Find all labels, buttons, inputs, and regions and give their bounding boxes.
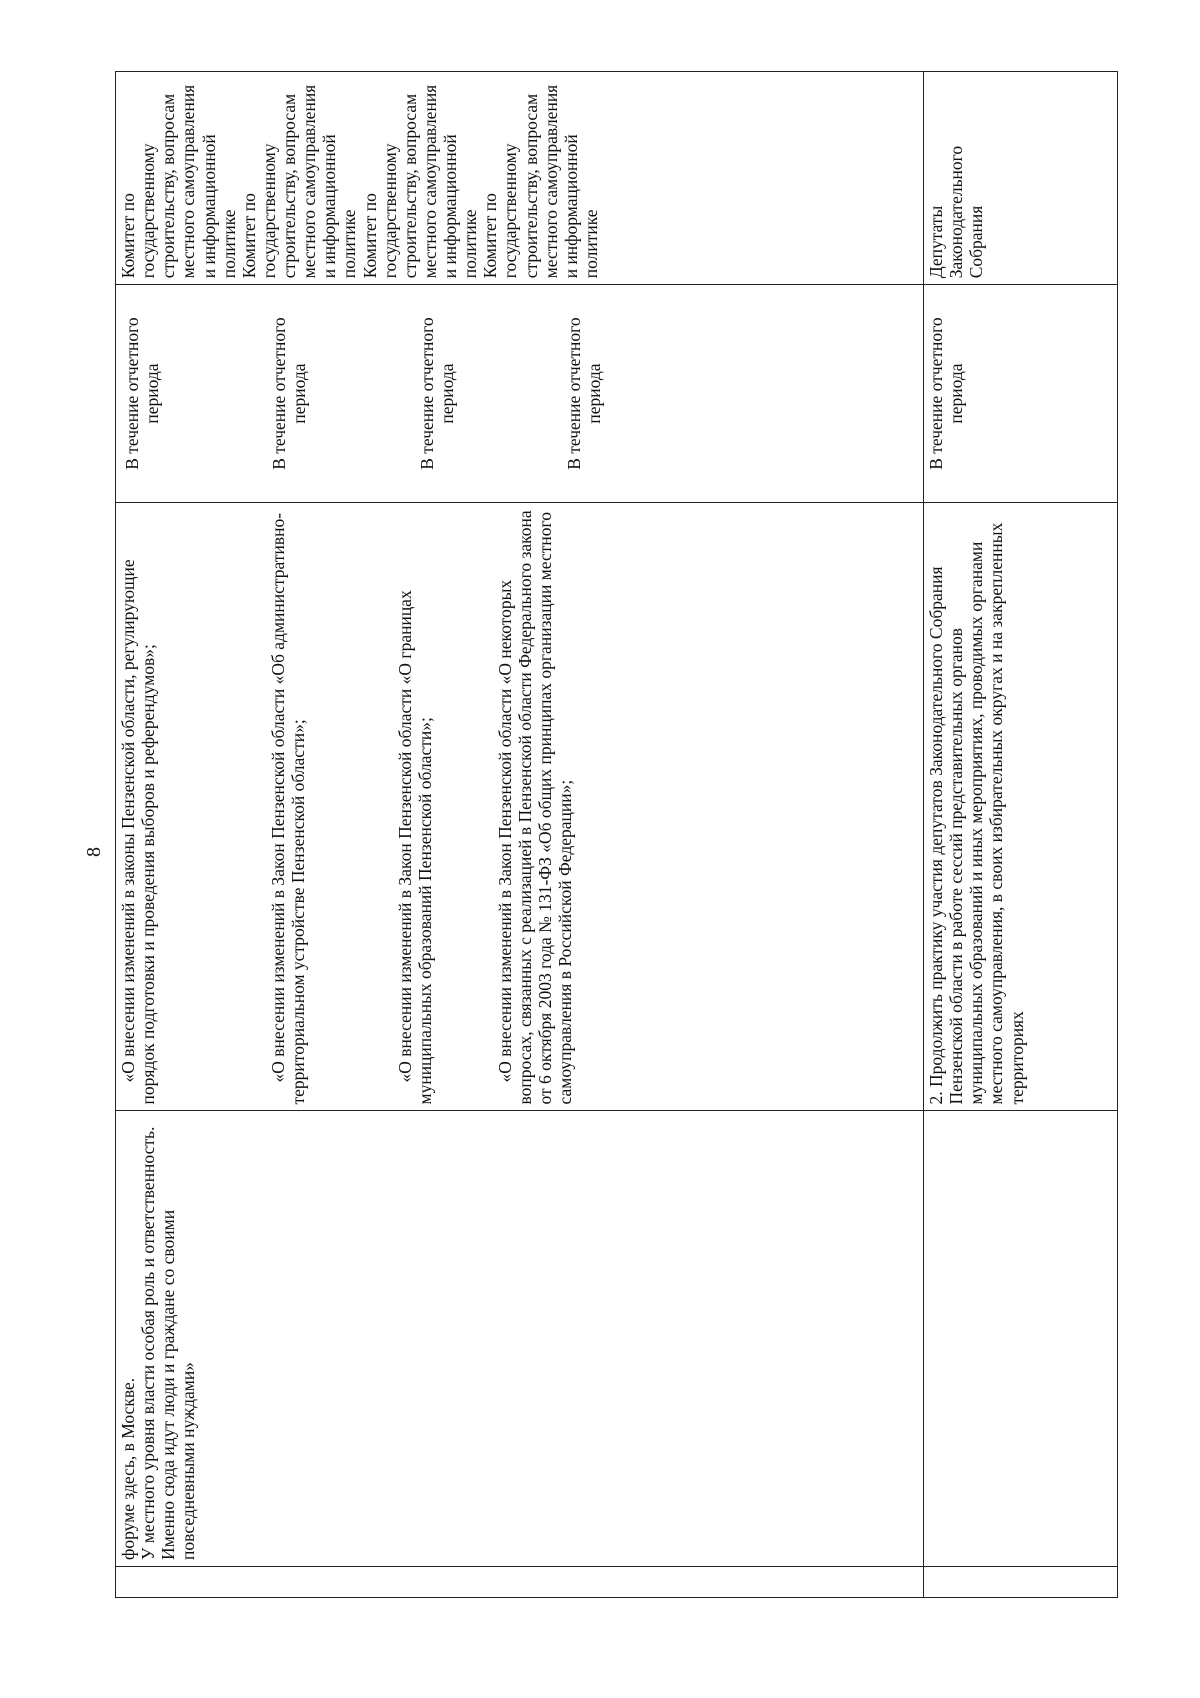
responsible-item: Депутаты Законодательного Собрания bbox=[926, 145, 987, 279]
term-item: В течение отчетного периода bbox=[416, 317, 457, 470]
action-item: «О внесении изменений в законы Пензенской области, регулирующие порядок подготовки и проведения выборов и референдумов»; bbox=[118, 559, 159, 1105]
action-item: «О внесении изменений в Закон Пензенской области «О границах муниципальных образований Пензенской области»; bbox=[394, 590, 435, 1105]
action-item: «О внесении изменений в Закон Пензенской области «О некоторых вопросах, связанных с реализацией в Пензенской области Федерального закона от 6 октября 2003 года № 131-ФЗ «Об общих принципах организации местного самоуправления в Российской Федерации»; bbox=[494, 510, 576, 1105]
terms-cell bbox=[116, 285, 924, 503]
number-cell bbox=[116, 1566, 924, 1597]
action-text: 2. Продолжить практику участия депутатов Законодательного Собрания Пензенской области в работе сессий представительных органов муниципальных образований и иных мероприятиях, проводимых органами местного самоуправления, в своих избирательных округах и на закрепленных территориях bbox=[926, 522, 1027, 1105]
table-row bbox=[116, 72, 924, 1598]
number-cell bbox=[924, 1566, 1118, 1597]
table-row bbox=[924, 72, 1118, 1598]
action-item: «О внесении изменений в Закон Пензенской области «Об административно-территориальном устройстве Пензенской области»; bbox=[268, 512, 309, 1105]
description-text: форуме здесь, в Москве. У местного уровня власти особая роль и ответственность. Именно сюда идут люди и граждане со своими повседневными нуждами» bbox=[118, 1126, 199, 1560]
responsible-item: Комитет по государственному строительству, вопросам местного самоуправления и информационной политике bbox=[480, 84, 601, 279]
responsible-item: Комитет по государственному строительству, вопросам местного самоуправления и информационной политике bbox=[118, 84, 239, 279]
term-cell bbox=[924, 285, 1118, 503]
page-number: 8 bbox=[83, 847, 105, 857]
action-cell bbox=[924, 502, 1118, 1111]
description-cell bbox=[924, 1111, 1118, 1566]
responsible-cell bbox=[924, 72, 1118, 285]
term-item: В течение отчетного периода bbox=[269, 317, 310, 470]
actions-cell bbox=[116, 502, 924, 1111]
description-cell bbox=[116, 1111, 924, 1566]
responsible-cell bbox=[116, 72, 924, 285]
term-item: В течение отчетного периода bbox=[926, 317, 967, 470]
term-item: В течение отчетного периода bbox=[122, 317, 163, 470]
responsible-item: Комитет по государственному строительству, вопросам местного самоуправления и информационной политике bbox=[359, 84, 481, 279]
term-item: В течение отчетного периода bbox=[563, 317, 604, 470]
responsible-item: Комитет по государственному строительству, вопросам местного самоуправления и информационной политике bbox=[238, 84, 360, 279]
rotated-table-wrapper bbox=[115, 71, 1107, 1598]
plan-table bbox=[115, 71, 1118, 1598]
